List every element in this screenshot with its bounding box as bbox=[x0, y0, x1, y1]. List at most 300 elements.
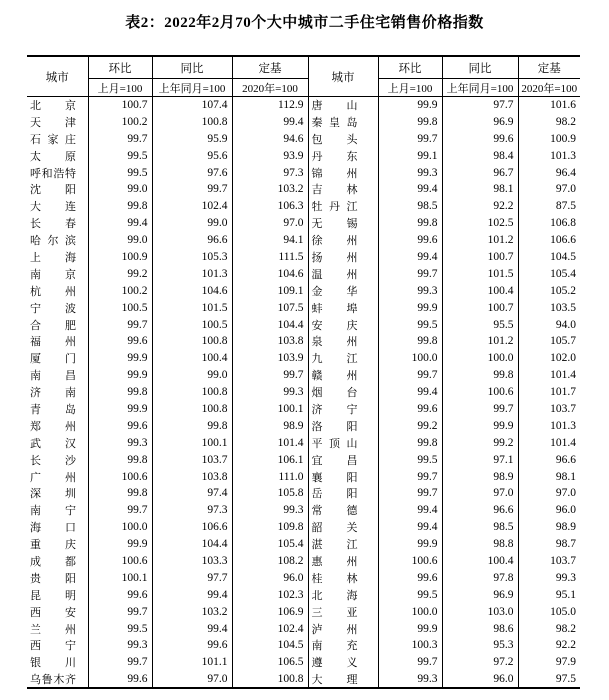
table-row bbox=[27, 97, 580, 114]
base-cell: 98.2 bbox=[555, 622, 576, 635]
header-mom-sub-right: 上月=100 bbox=[378, 79, 442, 97]
table-row bbox=[27, 299, 580, 316]
mom-cell: 99.3 bbox=[378, 282, 442, 299]
city-name: 襄 阳 bbox=[311, 471, 358, 484]
city-name: 成 都 bbox=[30, 555, 76, 568]
mom-cell: 100.5 bbox=[88, 299, 152, 316]
mom-cell: 100.2 bbox=[88, 282, 152, 299]
table-row bbox=[27, 232, 580, 249]
yoy-cell: 99.6 bbox=[152, 637, 232, 654]
table-row bbox=[27, 181, 580, 198]
table-row bbox=[27, 367, 580, 384]
base-cell: 97.0 bbox=[232, 215, 308, 232]
city-name: 银 川 bbox=[30, 657, 76, 670]
mom-cell: 99.7 bbox=[88, 654, 152, 671]
mom-cell: 99.6 bbox=[378, 232, 442, 249]
header-city-left: 城市 bbox=[27, 56, 88, 97]
city-name: 南 昌 bbox=[30, 370, 76, 383]
city-cell bbox=[27, 350, 88, 367]
mom-cell: 99.5 bbox=[88, 620, 152, 637]
yoy-cell: 103.3 bbox=[152, 553, 232, 570]
yoy-cell: 98.1 bbox=[442, 181, 518, 198]
city-cell bbox=[27, 401, 88, 418]
yoy-cell: 103.2 bbox=[152, 603, 232, 620]
city-name: 长 沙 bbox=[30, 454, 76, 467]
city-cell bbox=[308, 282, 378, 299]
base-cell: 101.6 bbox=[550, 99, 576, 112]
yoy-cell: 99.9 bbox=[442, 417, 518, 434]
table-row bbox=[27, 637, 580, 654]
city-name: 洛 阳 bbox=[311, 420, 358, 433]
base-cell: 102.3 bbox=[232, 586, 308, 603]
yoy-cell: 95.6 bbox=[152, 147, 232, 164]
base-cell: 104.4 bbox=[232, 316, 308, 333]
city-cell bbox=[27, 249, 88, 266]
yoy-cell: 99.0 bbox=[152, 215, 232, 232]
base-cell: 98.9 bbox=[555, 521, 576, 534]
city-cell bbox=[308, 198, 378, 215]
base-cell: 93.9 bbox=[232, 147, 308, 164]
yoy-cell: 99.7 bbox=[442, 401, 518, 418]
mom-cell: 99.0 bbox=[88, 181, 152, 198]
base-cell: 111.0 bbox=[232, 468, 308, 485]
yoy-cell: 97.8 bbox=[442, 569, 518, 586]
mom-cell: 99.7 bbox=[88, 502, 152, 519]
base-cell: 92.2 bbox=[555, 639, 576, 652]
mom-cell: 99.6 bbox=[88, 417, 152, 434]
city-name: 福 州 bbox=[30, 336, 76, 349]
base-cell: 99.3 bbox=[232, 384, 308, 401]
city-name: 合 肥 bbox=[30, 319, 76, 332]
table-row bbox=[27, 553, 580, 570]
city-name: 郑 州 bbox=[30, 420, 76, 433]
mom-cell: 99.8 bbox=[378, 215, 442, 232]
yoy-cell: 100.7 bbox=[442, 249, 518, 266]
base-cell: 95.1 bbox=[555, 588, 576, 601]
base-cell: 98.1 bbox=[555, 470, 576, 483]
mom-cell: 100.0 bbox=[378, 603, 442, 620]
header-row-sub bbox=[27, 79, 580, 97]
yoy-cell: 95.9 bbox=[152, 130, 232, 147]
mom-cell: 99.8 bbox=[378, 333, 442, 350]
mom-cell: 100.0 bbox=[88, 519, 152, 536]
mom-cell: 100.1 bbox=[88, 569, 152, 586]
base-cell: 96.0 bbox=[555, 504, 576, 517]
city-name: 杭 州 bbox=[30, 285, 76, 298]
yoy-cell: 101.5 bbox=[442, 265, 518, 282]
table-row bbox=[27, 417, 580, 434]
city-cell bbox=[27, 265, 88, 282]
yoy-cell: 98.4 bbox=[442, 147, 518, 164]
city-name: 韶 关 bbox=[311, 522, 358, 535]
base-cell: 102.4 bbox=[232, 620, 308, 637]
city-cell bbox=[27, 299, 88, 316]
header-mom-right: 环比 bbox=[378, 56, 442, 79]
mom-cell: 99.3 bbox=[88, 637, 152, 654]
base-cell: 97.0 bbox=[555, 183, 576, 196]
city-name: 吉 林 bbox=[311, 184, 358, 197]
city-cell bbox=[308, 333, 378, 350]
mom-cell: 99.2 bbox=[378, 417, 442, 434]
base-cell: 97.0 bbox=[555, 487, 576, 500]
city-cell bbox=[308, 97, 378, 114]
base-cell: 104.5 bbox=[232, 637, 308, 654]
mom-cell: 99.5 bbox=[378, 451, 442, 468]
mom-cell: 99.4 bbox=[378, 249, 442, 266]
table-row bbox=[27, 350, 580, 367]
city-name: 无 锡 bbox=[311, 218, 358, 231]
base-cell: 103.9 bbox=[232, 350, 308, 367]
table-row bbox=[27, 468, 580, 485]
base-cell: 97.5 bbox=[555, 672, 576, 685]
table bbox=[27, 55, 580, 689]
mom-cell: 99.9 bbox=[88, 350, 152, 367]
base-cell: 94.0 bbox=[555, 318, 576, 331]
city-cell bbox=[27, 637, 88, 654]
mom-cell: 99.6 bbox=[378, 401, 442, 418]
yoy-cell: 106.6 bbox=[152, 519, 232, 536]
table-row bbox=[27, 113, 580, 130]
city-cell bbox=[308, 468, 378, 485]
base-cell: 101.4 bbox=[232, 434, 308, 451]
city-name: 厦 门 bbox=[30, 353, 76, 366]
city-name: 青 岛 bbox=[30, 403, 76, 416]
mom-cell: 99.7 bbox=[378, 367, 442, 384]
city-name: 三 亚 bbox=[311, 606, 358, 619]
city-cell bbox=[308, 299, 378, 316]
yoy-cell: 100.6 bbox=[442, 384, 518, 401]
price-index-table bbox=[27, 55, 580, 689]
mom-cell: 100.7 bbox=[88, 97, 152, 114]
table-row bbox=[27, 671, 580, 688]
mom-cell: 99.9 bbox=[88, 536, 152, 553]
city-name: 宜 昌 bbox=[311, 454, 358, 467]
city-name: 金 华 bbox=[311, 285, 358, 298]
city-cell bbox=[308, 215, 378, 232]
table-header bbox=[27, 56, 580, 97]
yoy-cell: 96.6 bbox=[152, 232, 232, 249]
header-base-sub-right: 2020年=100 bbox=[518, 79, 580, 97]
city-cell bbox=[27, 620, 88, 637]
city-cell bbox=[27, 519, 88, 536]
city-cell bbox=[27, 468, 88, 485]
base-cell: 101.4 bbox=[550, 436, 576, 449]
city-name: 桂 林 bbox=[311, 572, 358, 585]
header-yoy-left: 同比 bbox=[152, 56, 232, 79]
city-name: 南 京 bbox=[30, 268, 76, 281]
city-cell bbox=[308, 147, 378, 164]
mom-cell: 100.0 bbox=[378, 350, 442, 367]
base-cell: 106.3 bbox=[232, 198, 308, 215]
yoy-cell: 100.4 bbox=[442, 282, 518, 299]
city-cell bbox=[27, 553, 88, 570]
city-name: 九 江 bbox=[311, 353, 358, 366]
mom-cell: 99.9 bbox=[378, 536, 442, 553]
mom-cell: 99.1 bbox=[378, 147, 442, 164]
mom-cell: 100.6 bbox=[88, 553, 152, 570]
yoy-cell: 96.7 bbox=[442, 164, 518, 181]
city-name: 牡 丹 江 bbox=[311, 201, 358, 214]
mom-cell: 99.9 bbox=[378, 620, 442, 637]
mom-cell: 99.3 bbox=[378, 671, 442, 688]
header-row-top bbox=[27, 56, 580, 79]
base-cell: 106.9 bbox=[232, 603, 308, 620]
city-name: 锦 州 bbox=[311, 167, 358, 180]
base-cell: 107.5 bbox=[232, 299, 308, 316]
yoy-cell: 98.6 bbox=[442, 620, 518, 637]
city-cell bbox=[27, 113, 88, 130]
city-name: 烟 台 bbox=[311, 387, 358, 400]
yoy-cell: 98.8 bbox=[442, 536, 518, 553]
base-cell: 98.7 bbox=[555, 538, 576, 551]
base-cell: 98.2 bbox=[555, 115, 576, 128]
header-base-sub-left: 2020年=100 bbox=[232, 79, 308, 97]
city-name: 昆 明 bbox=[30, 589, 76, 602]
base-cell: 105.7 bbox=[550, 335, 576, 348]
city-name: 深 圳 bbox=[30, 488, 76, 501]
city-name: 兰 州 bbox=[30, 623, 76, 636]
city-cell bbox=[27, 215, 88, 232]
city-name: 平 顶 山 bbox=[311, 437, 358, 450]
table-row bbox=[27, 316, 580, 333]
yoy-cell: 96.9 bbox=[442, 586, 518, 603]
mom-cell: 99.0 bbox=[88, 232, 152, 249]
base-cell: 99.7 bbox=[232, 367, 308, 384]
table-row bbox=[27, 620, 580, 637]
table-row bbox=[27, 282, 580, 299]
yoy-cell: 97.3 bbox=[152, 502, 232, 519]
city-cell bbox=[308, 113, 378, 130]
city-cell bbox=[27, 586, 88, 603]
city-cell bbox=[27, 536, 88, 553]
yoy-cell: 98.9 bbox=[442, 468, 518, 485]
city-cell bbox=[308, 232, 378, 249]
city-cell bbox=[308, 586, 378, 603]
city-name: 常 德 bbox=[311, 505, 358, 518]
base-cell: 103.5 bbox=[550, 301, 576, 314]
table-row bbox=[27, 485, 580, 502]
city-cell bbox=[27, 282, 88, 299]
city-name: 上 海 bbox=[30, 251, 76, 264]
base-cell: 105.4 bbox=[232, 536, 308, 553]
yoy-cell: 100.7 bbox=[442, 299, 518, 316]
yoy-cell: 100.4 bbox=[152, 350, 232, 367]
yoy-cell: 98.5 bbox=[442, 519, 518, 536]
base-cell: 100.9 bbox=[550, 132, 576, 145]
mom-cell: 99.6 bbox=[88, 586, 152, 603]
city-cell bbox=[27, 147, 88, 164]
mom-cell: 99.8 bbox=[88, 485, 152, 502]
yoy-cell: 100.5 bbox=[152, 316, 232, 333]
city-name: 石 家 庄 bbox=[30, 133, 76, 146]
table-row bbox=[27, 603, 580, 620]
city-cell bbox=[308, 620, 378, 637]
city-name: 泸 州 bbox=[311, 623, 358, 636]
mom-cell: 99.9 bbox=[88, 367, 152, 384]
yoy-cell: 103.0 bbox=[442, 603, 518, 620]
city-name: 赣 州 bbox=[311, 370, 358, 383]
yoy-cell: 99.0 bbox=[152, 367, 232, 384]
base-cell: 112.9 bbox=[232, 97, 308, 114]
city-name: 大 理 bbox=[311, 673, 358, 686]
base-cell: 105.0 bbox=[550, 605, 576, 618]
city-name: 天 津 bbox=[30, 116, 76, 129]
base-cell: 99.3 bbox=[555, 571, 576, 584]
mom-cell: 99.5 bbox=[378, 316, 442, 333]
city-cell bbox=[27, 198, 88, 215]
mom-cell: 98.5 bbox=[378, 198, 442, 215]
yoy-cell: 102.5 bbox=[442, 215, 518, 232]
yoy-cell: 101.2 bbox=[442, 232, 518, 249]
table-row bbox=[27, 384, 580, 401]
city-name: 贵 阳 bbox=[30, 572, 76, 585]
base-cell: 109.8 bbox=[232, 519, 308, 536]
city-name: 武 汉 bbox=[30, 437, 76, 450]
base-cell: 87.5 bbox=[555, 200, 576, 213]
city-cell bbox=[308, 249, 378, 266]
base-cell: 102.0 bbox=[550, 352, 576, 365]
yoy-cell: 101.5 bbox=[152, 299, 232, 316]
mom-cell: 99.9 bbox=[378, 299, 442, 316]
mom-cell: 99.3 bbox=[378, 164, 442, 181]
base-cell: 100.1 bbox=[232, 401, 308, 418]
mom-cell: 99.2 bbox=[88, 265, 152, 282]
mom-cell: 100.2 bbox=[88, 113, 152, 130]
yoy-cell: 97.0 bbox=[152, 671, 232, 688]
mom-cell: 99.6 bbox=[88, 671, 152, 688]
city-cell bbox=[308, 367, 378, 384]
base-cell: 99.3 bbox=[232, 502, 308, 519]
city-name: 岳 阳 bbox=[311, 488, 358, 501]
city-name: 乌 鲁 木 齐 bbox=[30, 673, 76, 686]
yoy-cell: 105.3 bbox=[152, 249, 232, 266]
city-name: 南 宁 bbox=[30, 505, 76, 518]
base-cell: 96.4 bbox=[555, 166, 576, 179]
yoy-cell: 100.0 bbox=[442, 350, 518, 367]
base-cell: 94.6 bbox=[232, 130, 308, 147]
city-name: 遵 义 bbox=[311, 657, 358, 670]
mom-cell: 99.7 bbox=[88, 603, 152, 620]
yoy-cell: 104.6 bbox=[152, 282, 232, 299]
base-cell: 103.2 bbox=[232, 181, 308, 198]
city-cell bbox=[308, 502, 378, 519]
yoy-cell: 101.2 bbox=[442, 333, 518, 350]
city-name: 温 州 bbox=[311, 268, 358, 281]
city-name: 扬 州 bbox=[311, 251, 358, 264]
yoy-cell: 97.2 bbox=[442, 654, 518, 671]
city-name: 西 安 bbox=[30, 606, 76, 619]
mom-cell: 99.7 bbox=[88, 316, 152, 333]
header-mom-left: 环比 bbox=[88, 56, 152, 79]
city-cell bbox=[27, 97, 88, 114]
mom-cell: 99.4 bbox=[88, 215, 152, 232]
yoy-cell: 99.8 bbox=[442, 367, 518, 384]
mom-cell: 99.7 bbox=[378, 654, 442, 671]
base-cell: 108.2 bbox=[232, 553, 308, 570]
yoy-cell: 97.1 bbox=[442, 451, 518, 468]
base-cell: 106.8 bbox=[550, 217, 576, 230]
table-row bbox=[27, 249, 580, 266]
city-cell bbox=[27, 130, 88, 147]
mom-cell: 100.9 bbox=[88, 249, 152, 266]
base-cell: 105.2 bbox=[550, 284, 576, 297]
city-name: 包 头 bbox=[311, 133, 358, 146]
city-cell bbox=[308, 637, 378, 654]
yoy-cell: 103.8 bbox=[152, 468, 232, 485]
header-yoy-sub-right: 上年同月=100 bbox=[442, 79, 518, 97]
city-cell bbox=[27, 164, 88, 181]
city-cell bbox=[308, 265, 378, 282]
base-cell: 98.9 bbox=[232, 417, 308, 434]
yoy-cell: 97.6 bbox=[152, 164, 232, 181]
mom-cell: 99.6 bbox=[88, 333, 152, 350]
mom-cell: 100.6 bbox=[378, 553, 442, 570]
city-name: 徐 州 bbox=[311, 235, 358, 248]
city-cell bbox=[308, 401, 378, 418]
yoy-cell: 100.1 bbox=[152, 434, 232, 451]
yoy-cell: 99.4 bbox=[152, 620, 232, 637]
city-name: 沈 阳 bbox=[30, 184, 76, 197]
table-body bbox=[27, 97, 580, 688]
city-cell bbox=[308, 671, 378, 688]
city-cell bbox=[27, 569, 88, 586]
city-cell bbox=[27, 417, 88, 434]
city-cell bbox=[308, 181, 378, 198]
base-cell: 106.5 bbox=[232, 654, 308, 671]
city-cell bbox=[27, 434, 88, 451]
yoy-cell: 100.8 bbox=[152, 113, 232, 130]
table-row bbox=[27, 215, 580, 232]
mom-cell: 99.9 bbox=[378, 97, 442, 114]
city-cell bbox=[308, 536, 378, 553]
yoy-cell: 99.2 bbox=[442, 434, 518, 451]
yoy-cell: 96.0 bbox=[442, 671, 518, 688]
city-name: 秦 皇 岛 bbox=[311, 116, 358, 129]
base-cell: 103.7 bbox=[550, 402, 576, 415]
table-row bbox=[27, 333, 580, 350]
mom-cell: 99.4 bbox=[378, 181, 442, 198]
city-cell bbox=[27, 451, 88, 468]
table-row bbox=[27, 569, 580, 586]
base-cell: 105.8 bbox=[232, 485, 308, 502]
city-name: 宁 波 bbox=[30, 302, 76, 315]
mom-cell: 99.8 bbox=[88, 198, 152, 215]
header-city-right: 城市 bbox=[308, 56, 378, 97]
city-cell bbox=[308, 316, 378, 333]
city-cell bbox=[308, 519, 378, 536]
city-name: 唐 山 bbox=[311, 100, 358, 113]
yoy-cell: 96.9 bbox=[442, 113, 518, 130]
table-row bbox=[27, 401, 580, 418]
base-cell: 101.4 bbox=[550, 369, 576, 382]
city-cell bbox=[27, 485, 88, 502]
mom-cell: 99.4 bbox=[378, 502, 442, 519]
base-cell: 100.8 bbox=[232, 671, 308, 688]
yoy-cell: 102.4 bbox=[152, 198, 232, 215]
yoy-cell: 95.3 bbox=[442, 637, 518, 654]
city-cell bbox=[27, 232, 88, 249]
city-name: 湛 江 bbox=[311, 539, 358, 552]
base-cell: 101.3 bbox=[550, 419, 576, 432]
table-row bbox=[27, 536, 580, 553]
base-cell: 99.4 bbox=[232, 113, 308, 130]
city-name: 哈 尔 滨 bbox=[30, 235, 76, 248]
page-title: 表2：2022年2月70个大中城市二手住宅销售价格指数 bbox=[125, 15, 484, 31]
city-cell bbox=[27, 384, 88, 401]
mom-cell: 99.7 bbox=[378, 265, 442, 282]
base-cell: 106.6 bbox=[550, 234, 576, 247]
mom-cell: 99.5 bbox=[378, 586, 442, 603]
